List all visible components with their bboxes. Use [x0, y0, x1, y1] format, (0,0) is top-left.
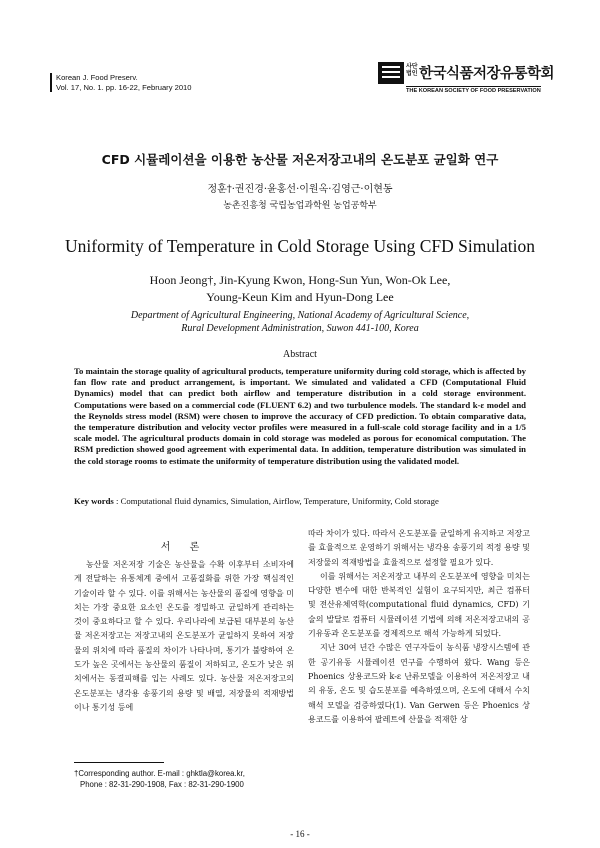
affiliation-english-line: Department of Agricultural Engineering, National Academy of Agricultural Science,: [130, 310, 470, 321]
society-name-ko: 한국식품저장유통학회: [419, 66, 555, 82]
authors-korean: 정훈†·권진경·윤홍선·이원옥·김영근·이현동: [207, 184, 393, 195]
abstract-heading: Abstract: [283, 349, 317, 360]
paragraph: 따라 차이가 있다. 따라서 온도분포를 균일하게 유지하고 저장고를 효율적으로 운영하기 위해서는 냉각용 송풍기의 적정 용량 및 저장물의 적재방법을 효율적으로 설정할 필요가 있다.: [308, 529, 530, 567]
journal-volume: Vol. 17, No. 1. pp. 16-22, February 2010: [56, 82, 192, 92]
keywords-label: Key words: [74, 496, 114, 506]
affiliation-english: [0, 309, 600, 335]
page-number: - 16 -: [290, 829, 310, 839]
authors-english-line: Hoon Jeong†, Jin-Kyung Kwon, Hong-Sun Yun, Won-Ok Lee,: [149, 273, 451, 287]
keywords-text: : Computational fluid dynamics, Simulation, Airflow, Temperature, Uniformity, Cold storage: [113, 496, 439, 506]
footnote-line: Phone : 82-31-290-1908, Fax : 82-31-290-1900: [80, 780, 244, 789]
body-column-right: [308, 527, 530, 727]
affiliation-korean: 농촌진흥청 국립농업과학원 농업공학부: [223, 201, 377, 211]
paragraph: 농산물 저온저장 기술은 농산물을 수확 이후부터 소비자에게 전달하는 유통체계 중에서 고품질화를 위한 가장 핵심적인 기술이라 할 수 있다. 이를 위해서는 농산물의 품질에 영향을 미치는 가장 중요한 요소인 온도를 정밀하고 균일하게 관리하는 것이 중요하다고 할 수 있다. 우리나라에 보급된 대부분의 농산물 저온저장고는 저장고내의 온도분포가 균일하지 못하여 저장물의 위치에 따라 품질의 차이가 나타나며, 통기가 불량하여 온도가 높은 곳에서는 농산물의 품질이 저하되고, 온도가 낮은 위치에서는 동결피해를 입는 사례도 있다. 농산물 저온저장고의 온도분포는 냉각용 송풍기의 용량 및 배열, 저장물의 적재방법이나 통기성 등에: [74, 560, 294, 712]
society-logo: [378, 62, 555, 98]
section-heading: 서 론: [160, 542, 208, 553]
authors-english-line: Young-Keun Kim and Hyun-Dong Lee: [206, 290, 394, 304]
body-column-left: [74, 558, 294, 715]
keywords: [74, 496, 534, 506]
journal-name: Korean J. Food Preserv.: [56, 73, 138, 82]
paragraph: 이를 위해서는 저온저장고 내부의 온도분포에 영향을 미치는 다양한 변수에 대한 반복적인 실험이 요구되지만, 최근 컴퓨터 및 전산유체역학(computational fluid dynamics, CFD) 기술의 발달로 컴퓨터 시뮬레이션 기법에 의해 저온저장고내의 공기유동과 온도분포를 경제적으로 해석 가능하게 되었다.: [308, 571, 530, 639]
title-korean: CFD 시뮬레이션을 이용한 농산물 저온저장고내의 온도분포 균일화 연구: [101, 152, 499, 167]
paragraph: 지난 30여 년간 수많은 연구자들이 농식품 냉장시스템에 관한 공기유동 시뮬레이션 연구를 수행하여 왔다. Wang 등은 Phoenics 상용코드와 k-ε 난류모델을 이용하여 저온저장고 내의 유동, 온도 및 습도분포를 예측하였으며, 온도에 대해서 수치해석 모델을 검증하였다(1). Van Gerwen 등은 Phoenics 상용코드를 이용하여 팔레트에 산물을 적재한 상: [308, 643, 530, 724]
society-emblem-icon: [378, 62, 404, 84]
affiliation-english-line: Rural Development Administration, Suwon 441-100, Korea: [181, 323, 419, 334]
abstract-body: To maintain the storage quality of agricultural products, temperature uniformity during cold storage, which is affected by fan flow rate and product arrangement, is important. We simulated and validated a CFD (Computational Fluid Dynamics) model that can predict both airflow and temperature distribution in a cold storage environment. Computations were based on a commercial code (FLUENT 6.2) and two turbulence models. The standard k-ε model and the Reynolds stress model (RSM) were chosen to improve the accuracy of CFD prediction. To obtain comparative data, the temperature distribution and velocity vector profiles were measured in a full-scale cold storage facility and in a 1/5 scale model. The agricultural products domain in cold storage was modeled as porous for economical computation. The RSM prediction showed good agreement with experimental data. In addition, temperature distribution was simulated in the cold storage rooms to estimate the uniformity of temperature distribution using the validated model.: [74, 366, 526, 466]
society-type: 사단법인: [406, 63, 418, 77]
authors-english: [0, 272, 600, 306]
footnote-line: †Corresponding author. E-mail : ghktla@korea.kr,: [74, 769, 245, 778]
title-english: Uniformity of Temperature in Cold Storage Using CFD Simulation: [65, 236, 535, 256]
journal-citation: [50, 73, 316, 92]
society-name-en: THE KOREAN SOCIETY OF FOOD PRESERVATION: [406, 88, 541, 94]
footnote-rule: [74, 762, 164, 763]
footnote: [74, 768, 304, 790]
